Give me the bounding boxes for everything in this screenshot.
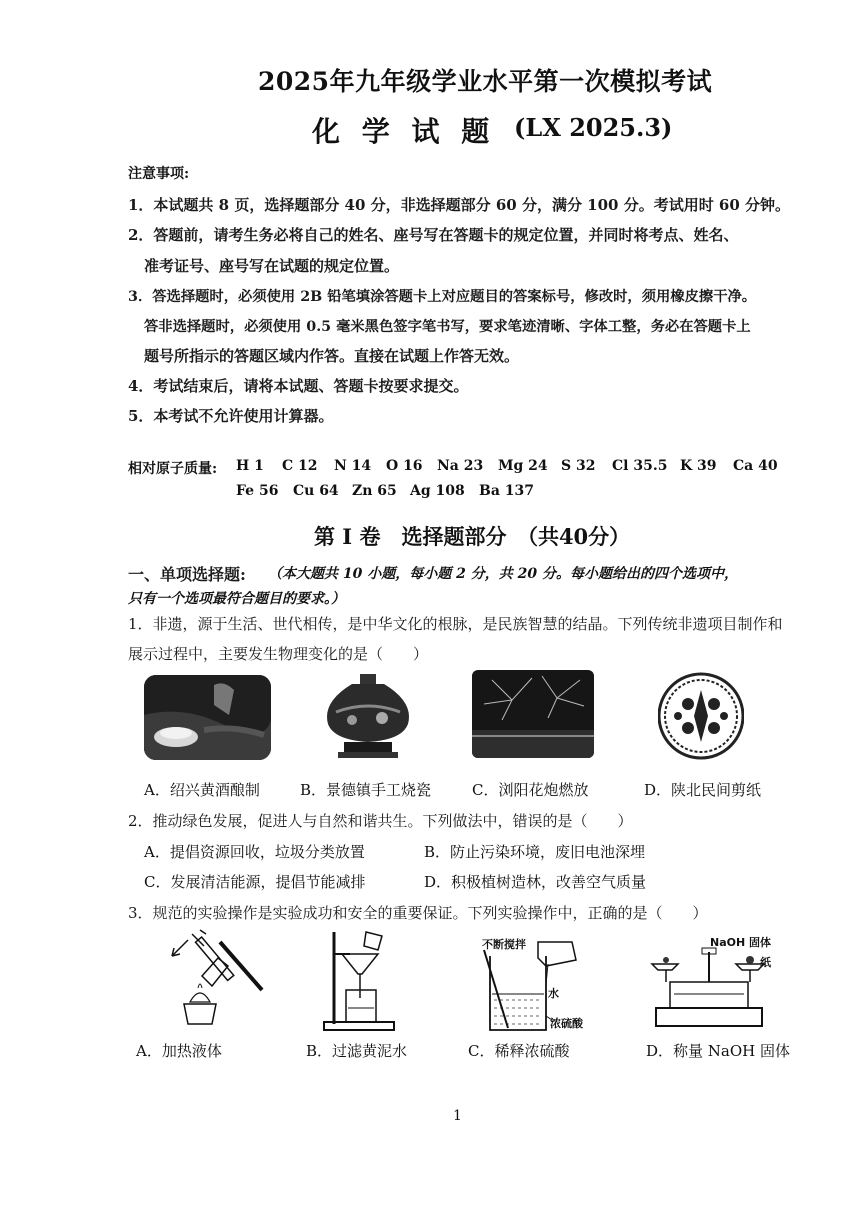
section-heading: 一、单项选择题: [128,565,246,584]
exam-title: 2025年九年级学业水平第一次模拟考试 [258,67,713,96]
q1-option-c: C．浏阳花炮燃放 [472,781,589,799]
atomic-mass-item: K 39 [680,458,717,474]
notice-item: 1．本试题共 8 页，选择题部分 40 分，非选择题部分 60 分，满分 100 分。考试用时 60 分钟。 [128,196,791,214]
atomic-mass-item: Ag 108 [410,483,465,499]
q3-option-c: C．稀释浓硫酸 [468,1042,570,1060]
firework-photo [472,670,594,758]
balance-diagram [646,938,772,1030]
notice-item: 准考证号、座号写在试题的规定位置。 [144,257,400,275]
atomic-mass-item: N 14 [334,458,372,474]
q2-option-c: C．发展清洁能源，提倡节能减排 [144,873,366,891]
notice-item: 4．考试结束后，请将本试题、答题卡按要求提交。 [128,377,469,395]
exam-code: (LX 2025.3) [514,113,673,142]
section-desc: 只有一个选项最符合题目的要求。） [128,591,345,607]
q1-option-b: B．景德镇手工烧瓷 [300,781,432,799]
paper-label: 纸 [760,956,771,969]
q3-stem: 3．规范的实验操作是实验成功和安全的重要保证。下列实验操作中，正确的是（ ） [128,904,708,922]
atomic-mass-item: Ca 40 [733,458,778,474]
atomic-mass-item: Zn 65 [352,483,397,499]
q1-stem: 1．非遗，源于生活、世代相传，是中华文化的根脉，是民族智慧的结晶。下列传统非遗项目制作和 [128,615,783,633]
q1-option-d: D．陕北民间剪纸 [644,781,762,799]
paper-cut-photo [658,670,744,762]
q3-option-a: A．加热液体 [136,1042,222,1060]
atomic-mass-item: Ba 137 [479,483,535,499]
rice-wine-photo [144,675,271,760]
q2-option-d: D．积极植树造林，改善空气质量 [424,873,647,891]
atomic-mass-item: Cu 64 [293,483,339,499]
page-number: 1 [453,1108,462,1124]
atomic-mass-item: Mg 24 [498,458,548,474]
q2-stem: 2．推动绿色发展，促进人与自然和谐共生。下列做法中，错误的是（ ） [128,812,633,830]
q3-option-d: D．称量 NaOH 固体 [646,1042,791,1060]
atomic-mass-label: 相对原子质量: [128,461,218,477]
q3-option-b: B．过滤黄泥水 [306,1042,408,1060]
notice-item: 2．答题前，请考生务必将自己的姓名、座号写在答题卡的规定位置，并同时将考点、姓名、 [128,226,739,244]
notice-item: 答非选择题时，必须使用 0.5 毫米黑色签字笔书写，要求笔迹清晰、字体工整，务必在答题卡上 [144,319,751,335]
q2-option-a: A．提倡资源回收，垃圾分类放置 [144,843,365,861]
atomic-mass-item: Cl 35.5 [612,458,668,474]
water-label: 水 [548,987,559,1000]
stir-label: 不断搅拌 [482,938,526,951]
notice-item: 题号所指示的答题区域内作答。直接在试题上作答无效。 [144,347,520,365]
atomic-mass-item: O 16 [386,458,423,474]
porcelain-vase-photo [322,672,414,760]
q2-option-b: B．防止污染环境，废旧电池深埋 [424,843,646,861]
subject-title: 化 学 试 题 [312,115,496,148]
notice-item: 3．答选择题时，必须使用 2B 铅笔填涂答题卡上对应题目的答案标号，修改时，须用橡皮擦干净。 [128,289,757,305]
atomic-mass-item: H 1 [236,458,264,474]
acid-label: 浓硫酸 [550,1017,583,1030]
q1-stem: 展示过程中，主要发生物理变化的是（ ） [128,645,429,663]
notice-item: 5．本考试不允许使用计算器。 [128,407,334,425]
atomic-mass-item: Fe 56 [236,483,279,499]
naoh-label: NaOH 固体 [710,936,772,949]
atomic-mass-item: S 32 [561,458,596,474]
heating-liquid-diagram [162,928,274,1028]
section-desc: （本大题共 10 小题，每小题 2 分，共 20 分。每小题给出的四个选项中， [268,566,738,582]
section-title: 第 I 卷 选择题部分 （共40分） [314,524,631,549]
atomic-mass-item: Na 23 [437,458,484,474]
notice-heading: 注意事项: [128,166,190,182]
atomic-mass-item: C 12 [282,458,318,474]
q1-option-a: A．绍兴黄酒酿制 [144,781,260,799]
filtration-diagram [320,928,400,1032]
